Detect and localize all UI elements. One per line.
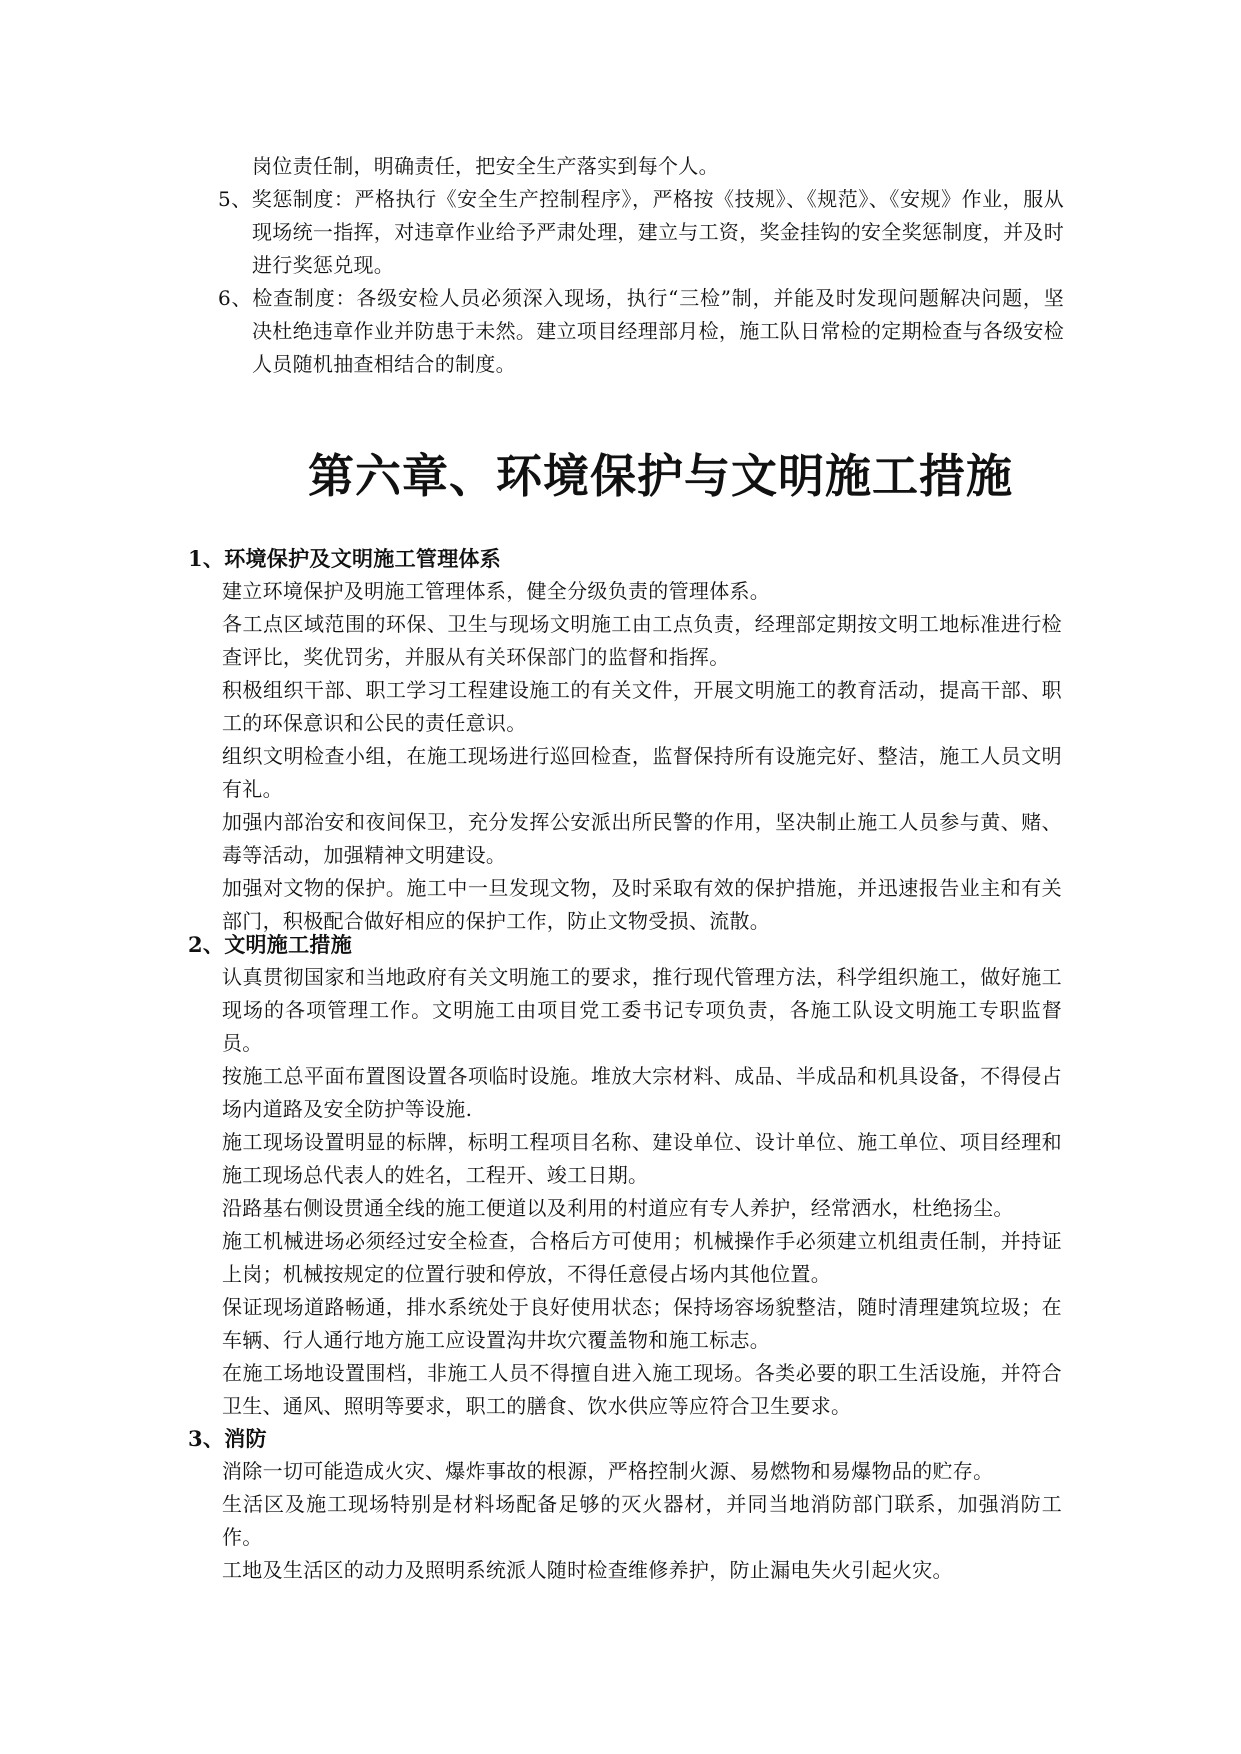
section-body-2 (222, 961, 1062, 1423)
paragraph: 施工现场设置明显的标牌，标明工程项目名称、建设单位、设计单位、施工单位、项目经理和施工现场总代表人的姓名，工程开、竣工日期。 (222, 1130, 1062, 1187)
item-text: 检查制度：各级安检人员必须深入现场，执行“三检”制，并能及时发现问题解决问题，坚决杜绝违章作业并防患于未然。建立项目经理部月检，施工队日常检的定期检查与各级安检人员随机抽查相结合的制度。 (252, 286, 1064, 376)
item-text: 奖惩制度：严格执行《安全生产控制程序》，严格按《技规》、《规范》、《安规》作业，服从现场统一指挥，对违章作业给予严肃处理，建立与工资，奖金挂钩的安全奖惩制度，并及时进行奖惩兑现。 (251, 187, 1064, 277)
section-body-1 (222, 575, 1062, 938)
paragraph: 沿路基右侧设贯通全线的施工便道以及利用的村道应有专人养护，经常洒水，杜绝扬尘。 (222, 1196, 1014, 1220)
paragraph: 生活区及施工现场特别是材料场配备足够的灭火器材，并同当地消防部门联系，加强消防工作。 (222, 1492, 1062, 1549)
continuation-paragraph: 岗位责任制，明确责任，把安全生产落实到每个人。 (252, 154, 719, 178)
paragraph: 组织文明检查小组，在施工现场进行巡回检查，监督保持所有设施完好、整洁，施工人员文明有礼。 (222, 744, 1062, 801)
section-heading-1: 1、环境保护及文明施工管理体系 (188, 546, 502, 571)
numbered-item-6 (218, 282, 1064, 381)
paragraph: 认真贯彻国家和当地政府有关文明施工的要求，推行现代管理方法，科学组织施工，做好施工现场的各项管理工作。文明施工由项目党工委书记专项负责，各施工队设文明施工专职监督员。 (222, 965, 1062, 1055)
paragraph: 消除一切可能造成火灾、爆炸事故的根源，严格控制火源、易燃物和易爆物品的贮存。 (222, 1459, 994, 1483)
item-number: 5、 (218, 187, 252, 211)
item-number: 6、 (218, 286, 253, 310)
paragraph: 积极组织干部、职工学习工程建设施工的有关文件，开展文明施工的教育活动，提高干部、职工的环保意识和公民的责任意识。 (222, 678, 1062, 735)
section-heading-2: 2、文明施工措施 (188, 932, 353, 957)
paragraph: 保证现场道路畅通，排水系统处于良好使用状态；保持场容场貌整洁，随时清理建筑垃圾；在车辆、行人通行地方施工应设置沟井坎穴覆盖物和施工标志。 (222, 1295, 1062, 1352)
paragraph: 施工机械进场必须经过安全检查，合格后方可使用；机械操作手必须建立机组责任制，并持证上岗；机械按规定的位置行驶和停放，不得任意侵占场内其他位置。 (222, 1229, 1062, 1286)
paragraph: 在施工场地设置围档，非施工人员不得擅自进入施工现场。各类必要的职工生活设施，并符合卫生、通风、照明等要求，职工的膳食、饮水供应等应符合卫生要求。 (222, 1361, 1062, 1418)
paragraph: 建立环境保护及明施工管理体系，健全分级负责的管理体系。 (222, 579, 771, 603)
paragraph: 加强对文物的保护。施工中一旦发现文物，及时采取有效的保护措施，并迅速报告业主和有关部门，积极配合做好相应的保护工作，防止文物受损、流散。 (222, 876, 1062, 933)
section-heading-3: 3、消防 (188, 1426, 267, 1451)
section-body-3 (222, 1455, 1062, 1587)
numbered-item-5 (218, 183, 1064, 282)
paragraph: 各工点区域范围的环保、卫生与现场文明施工由工点负责，经理部定期按文明工地标准进行检查评比，奖优罚劣，并服从有关环保部门的监督和指挥。 (222, 612, 1062, 669)
paragraph: 加强内部治安和夜间保卫，充分发挥公安派出所民警的作用，坚决制止施工人员参与黄、赌、毒等活动，加强精神文明建设。 (222, 810, 1062, 867)
paragraph: 工地及生活区的动力及照明系统派人随时检查维修养护，防止漏电失火引起火灾。 (222, 1558, 953, 1582)
paragraph: 按施工总平面布置图设置各项临时设施。堆放大宗材料、成品、半成品和机具设备，不得侵占场内道路及安全防护等设施. (222, 1064, 1062, 1121)
chapter-title: 第六章、环境保护与文明施工措施 (308, 449, 1013, 503)
